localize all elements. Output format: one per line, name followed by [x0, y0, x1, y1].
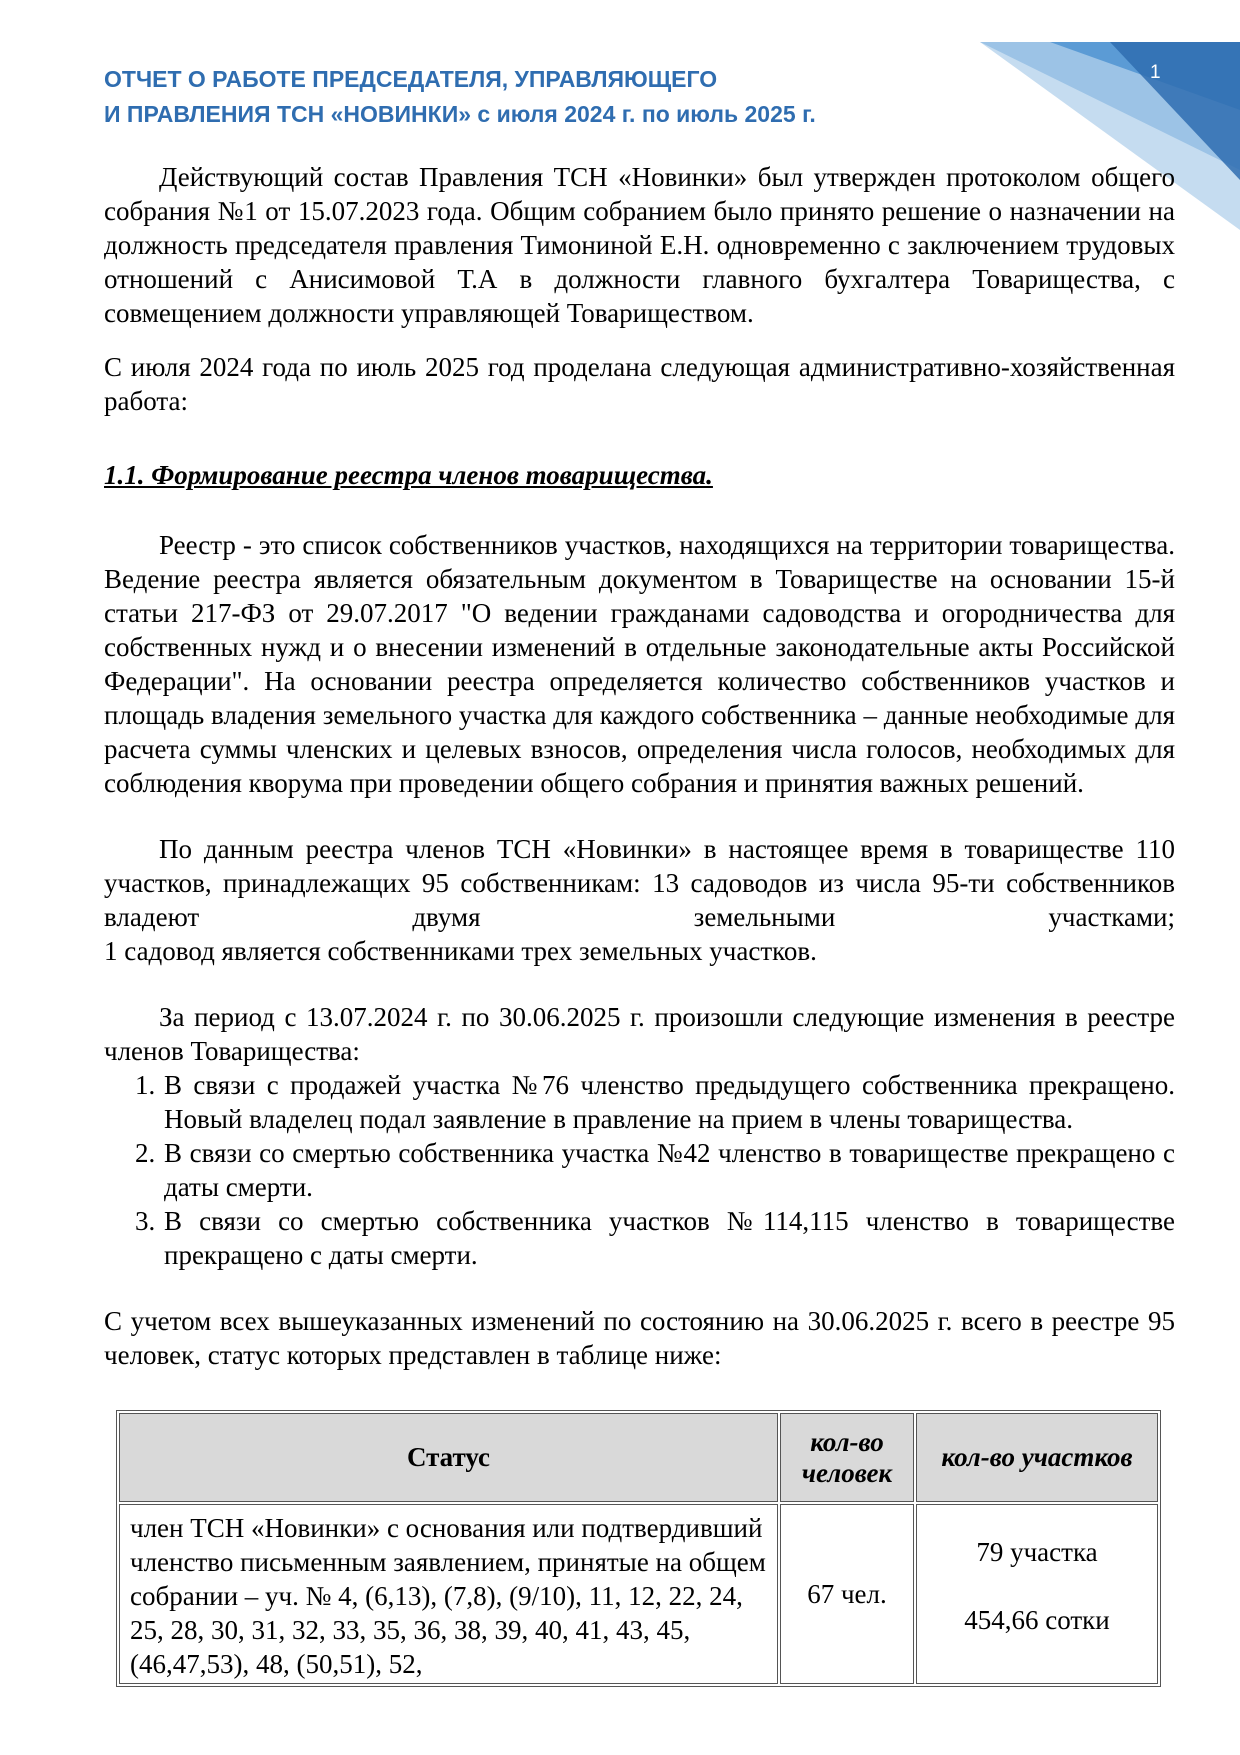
- document-title: [104, 62, 816, 132]
- list-item: 2. В связи со смертью собственника участка №42 членство в товариществе прекращено с даты смерти.: [162, 1136, 1175, 1204]
- document-body: [104, 160, 1175, 1372]
- header-plots-count: кол-во участков: [916, 1413, 1158, 1502]
- status-table: [116, 1410, 1161, 1687]
- table-row: [119, 1504, 1158, 1684]
- table-header-row: [119, 1413, 1158, 1502]
- header-people-count: кол-во человек: [780, 1413, 914, 1502]
- summary-paragraph: С учетом всех вышеуказанных изменений по состоянию на 30.06.2025 г. всего в реестре 95 человек, статус которых представлен в таблице ниже:: [104, 1306, 1175, 1370]
- plots-count: 79 участка: [976, 1537, 1098, 1567]
- changes-list: [104, 1068, 1175, 1272]
- changes-intro: За период с 13.07.2024 г. по 30.06.2025 г. произошли следующие изменения в реестре членов Товарищества:: [104, 1002, 1175, 1066]
- intro-paragraph: Действующий состав Правления ТСН «Новинки» был утвержден протоколом общего собрания №1 от 15.07.2023 года. Общим собранием было принято решение о назначении на должность председателя правления Тимониной Е.Н. одновременно с заключением трудовых отношений с Анисимовой Т.А в должности главного бухгалтера Товарищества, с совмещением должности управляющей Товариществом.: [104, 162, 1175, 328]
- registry-data-paragraph: По данным реестра членов ТСН «Новинки» в настоящее время в товариществе 110 участков, принадлежащих 95 собственникам: 13 садоводов из числа 95-ти собственников владеют двумя земельными участками;: [104, 834, 1175, 932]
- title-line-2: И ПРАВЛЕНИЯ ТСН «НОВИНКИ» с июля 2024 г. по июль 2025 г.: [104, 101, 816, 127]
- title-line-1: ОТЧЕТ О РАБОТЕ ПРЕДСЕДАТЕЛЯ, УПРАВЛЯЮЩЕГО: [104, 66, 718, 92]
- section-heading-1-1: 1.1. Формирование реестра членов товарищества.: [104, 460, 713, 490]
- list-item: 1. В связи с продажей участка №76 членство предыдущего собственника прекращено. Новый владелец подал заявление в правление на прием в члены товарищества.: [162, 1068, 1175, 1136]
- plots-area: 454,66 сотки: [964, 1605, 1110, 1635]
- period-paragraph: С июля 2024 года по июль 2025 год проделана следующая административно-хозяйственная работа:: [104, 352, 1175, 416]
- list-item: 3. В связи со смертью собственника участков №114,115 членство в товариществе прекращено с даты смерти.: [162, 1204, 1175, 1272]
- plots-cell: [916, 1504, 1158, 1684]
- registry-paragraph: Реестр - это список собственников участков, находящихся на территории товарищества. Ведение реестра является обязательным документом в Товариществе на основании 15-й статьи 217-ФЗ от 29.07.2017 "О ведении гражданами садоводства и огородничества для собственных нужд и о внесении изменений в отдельные законодательные акты Российской Федерации". На основании реестра определяется количество собственников участков и площадь владения земельного участка для каждого собственника – данные необходимые для расчета суммы членских и целевых взносов, определения числа голосов, необходимых для соблюдения кворума при проведении общего собрания и принятия важных решений.: [104, 530, 1175, 798]
- registry-data-last-line: 1 садовод является собственниками трех земельных участков.: [104, 936, 817, 966]
- status-cell: член ТСН «Новинки» с основания или подтвердивший членство письменным заявлением, принятые на общем собрании – уч. № 4, (6,13), (7,8), (9/10), 11, 12, 22, 24, 25, 28, 30, 31, 32, 33, 35, 36, 38, 39, 40, 41, 43, 45, (46,47,53), 48, (50,51), 52,: [119, 1504, 778, 1684]
- header-status: Статус: [119, 1413, 778, 1502]
- people-cell: 67 чел.: [780, 1504, 914, 1684]
- page-number: 1: [1150, 62, 1161, 83]
